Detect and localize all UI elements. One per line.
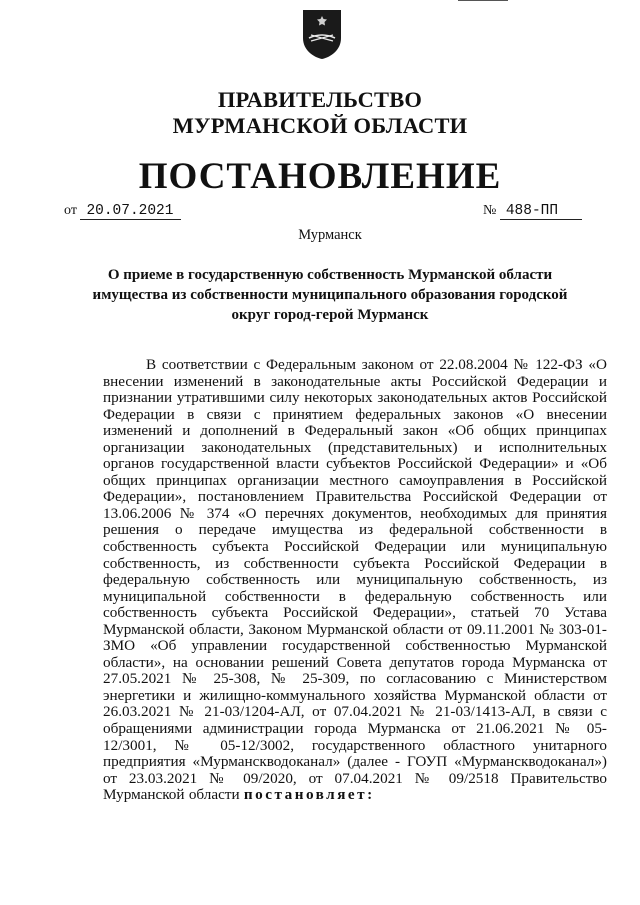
number-prefix: № xyxy=(483,203,497,218)
top-rule xyxy=(458,0,508,1)
body-text: В соответствии с Федеральным законом от 22.08.2004 № 122-ФЗ «О внесении изменений в законодательные акты Российской Федерации и признании утратившими силу некоторых законодательных актов Российской Федерации в связи с принятием федеральных законов «О внесении изменений и дополнений в Федеральный закон «Об общих принципах организации законодательных (представительных) и исполнительных органов государственной власти субъектов Российской Федерации» и «Об общих принципах организации местного самоуправления в Российской Федерации», постановлением Правительства Российской Федерации от 13.06.2006 № 374 «О перечнях документов, необходимых для принятия решения о передаче имущества из федеральной собственности в собственность субъекта Российской Федерации или муниципальную собственность, из собственности субъекта Российской Федерации в федеральную собственность или муниципальную собственность, из муниципальной собственности в федеральную собственность или собственность субъекта Российской Федерации», статьей 70 Устава Мурманской области, Законом Мурманской области от 09.11.2001 № 303-01-ЗМО «Об управлении государственной собственностью Мурманской области», на основании решений Совета депутатов города Мурманска от 27.05.2021 № 25-308, № 25-309, по согласованию с Министерством энергетики и жилищно-коммунального хозяйства Мурманской области от 26.03.2021 № 21-03/1204-АЛ, от 07.04.2021 № 21-03/1413-АЛ, в связи с обращениями администрации города Мурманска от 21.06.2021 № 05-12/3001, № 05-12/3002, государственного областного унитарного предприятия «Мурманскводоканал» (далее - ГОУП «Мурманскводоканал») от 23.03.2021 № 09/2020, от 07.04.2021 № 09/2518 Правительство Мурманской области xyxy=(103,356,607,804)
date-prefix: от xyxy=(64,203,77,218)
decree-word: постановляет: xyxy=(243,786,375,804)
subject-line-1: О приеме в государственную собственность Мурманской области xyxy=(107,267,553,283)
subject-line-3: округ город-герой Мурманск xyxy=(231,307,429,323)
coat-of-arms-icon xyxy=(297,8,347,60)
date-value: 20.07.2021 xyxy=(86,203,174,219)
city-name: Мурманск xyxy=(298,227,362,243)
document-type-title: ПОСТАНОВЛЕНИЕ xyxy=(138,156,502,197)
document-number xyxy=(483,203,582,220)
document-date xyxy=(64,203,181,220)
subject-line-2: имущества из собственности муниципального образования городской xyxy=(92,287,568,303)
government-line-2: МУРМАНСКОЙ ОБЛАСТИ xyxy=(172,113,468,138)
number-value: 488-ПП xyxy=(505,203,559,219)
body-paragraph xyxy=(103,357,607,804)
government-name xyxy=(0,87,640,139)
document-subject xyxy=(90,265,570,325)
government-line-1: ПРАВИТЕЛЬСТВО xyxy=(217,87,423,112)
